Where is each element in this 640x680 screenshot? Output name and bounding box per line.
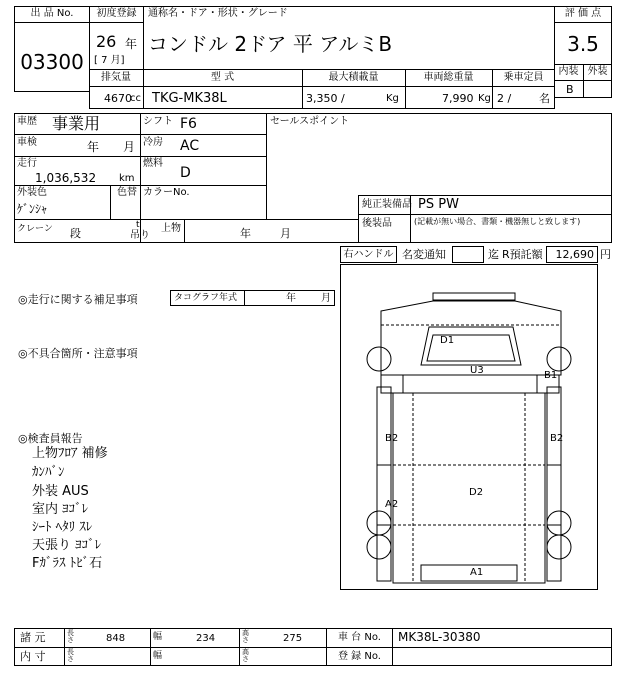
equipment-label: 純正装備品 <box>362 199 412 210</box>
fuel-value: D <box>180 165 191 181</box>
displacement-unit: cc <box>130 93 141 104</box>
first-reg-label: 初度登録 <box>96 8 137 19</box>
displacement-value: 4670 <box>104 92 132 105</box>
interior-grade-label: 内装 <box>558 66 579 77</box>
max-load-unit: Kg <box>386 93 399 104</box>
truck-diagram <box>340 264 598 590</box>
capacity-value: 2 / <box>497 92 512 105</box>
report-line: 上物ﾌﾛｱ 補修 <box>32 446 108 461</box>
lot-label: 出 品 No. <box>30 8 74 19</box>
max-load-value: 3,350 / <box>306 92 345 105</box>
gross-weight-label: 車両総重量 <box>423 72 474 83</box>
model-value: TKG-MK38L <box>152 91 227 106</box>
width-value: 234 <box>196 633 216 644</box>
height-label: 高さ <box>242 629 249 645</box>
capacity-unit: 名 <box>539 92 550 105</box>
displacement-label: 排気量 <box>101 72 131 83</box>
interior-width-label: 幅 <box>153 651 163 661</box>
body-year: 年 <box>240 227 251 240</box>
damage-mark: B2 <box>550 433 564 444</box>
inspection-label: 車検 <box>17 137 37 148</box>
running-remarks-title: ◎走行に関する補足事項 <box>18 293 138 306</box>
first-reg-year: 26 <box>96 32 117 51</box>
report-line: Fｶﾞﾗｽ ﾄﾋﾞ石 <box>32 556 103 571</box>
lot-number: 03300 <box>20 50 84 74</box>
report-line: ｼｰﾄ ﾍﾀﾘ ｽﾚ <box>32 520 93 535</box>
inspection-month: 月 <box>123 140 136 154</box>
shift-value: F6 <box>180 116 197 132</box>
car-name: コンドル 2ドア 平 アルミB <box>148 32 393 56</box>
report-line: 天張り ﾖｺﾞﾚ <box>32 538 102 553</box>
exterior-grade-label: 外装 <box>587 66 608 77</box>
ext-color-label: 外装色 <box>17 187 47 198</box>
recycle-unit: 円 <box>600 248 611 261</box>
tacho-month: 月 <box>321 293 331 304</box>
dims-label: 諸 元 <box>20 631 46 644</box>
inspection-year: 年 <box>87 140 100 154</box>
crane-label: クレーン <box>17 224 53 234</box>
damage-mark: D1 <box>440 335 455 346</box>
grade-label: 評 価 点 <box>564 8 602 19</box>
sales-point-label: セールスポイント <box>270 116 350 127</box>
damage-mark: D2 <box>469 487 484 498</box>
report-line: 外装 AUS <box>32 484 89 499</box>
mileage-label: 走行 <box>17 158 37 169</box>
body-label: 上物 <box>161 223 181 234</box>
crane-ton: t <box>136 220 140 230</box>
length-value: 848 <box>106 633 126 644</box>
truck-outline <box>341 265 599 591</box>
defects-title: ◎不具合箇所・注意事項 <box>18 347 138 360</box>
car-name-label: 通称名・ドア・形状・グレード <box>148 8 288 19</box>
mileage-value: 1,036,532 <box>35 171 97 185</box>
report-line: ｶﾝﾊﾞﾝ <box>32 465 65 480</box>
crane-stage: 段 <box>70 227 81 240</box>
shift-label: シフト <box>143 116 173 127</box>
interior-grade: B <box>566 83 574 96</box>
mileage-unit: km <box>119 173 135 184</box>
gross-weight-value: 7,990 <box>442 92 474 105</box>
damage-mark: A1 <box>470 567 484 578</box>
history-label: 車歴 <box>17 116 37 127</box>
ownership-notice-box <box>452 246 484 263</box>
equipment-value: PS PW <box>418 197 459 212</box>
body-month: 月 <box>280 227 291 240</box>
tacho-year: 年 <box>286 293 296 304</box>
damage-mark: A2 <box>385 499 399 510</box>
max-load-label: 最大積載量 <box>328 72 379 83</box>
chassis-label: 車 台 No. <box>338 632 381 643</box>
color-change-label: 色替 <box>117 187 137 198</box>
gross-weight-unit: Kg <box>478 93 491 104</box>
registration-label: 登 録 No. <box>338 651 381 662</box>
deposit-mark: 迄 <box>488 248 499 261</box>
damage-mark: B1 <box>544 370 558 381</box>
interior-height-label: 高さ <box>242 648 249 664</box>
inspector-report-title: ◎検査員報告 <box>18 432 83 445</box>
chassis-value: MK38L-30380 <box>398 630 481 644</box>
height-value: 275 <box>283 633 303 644</box>
aftermarket-label: 後装品 <box>362 218 392 229</box>
first-reg-month: [ 7 月] <box>94 55 125 66</box>
report-line: 室内 ﾖｺﾞﾚ <box>32 502 89 517</box>
first-reg-year-unit: 年 <box>125 37 138 51</box>
overall-grade: 3.5 <box>567 32 599 56</box>
length-label: 長さ <box>67 629 74 645</box>
damage-mark: U3 <box>470 365 484 376</box>
interior-dims-label: 内 寸 <box>20 650 46 663</box>
fuel-label: 燃料 <box>143 158 163 169</box>
history-value: 事業用 <box>52 114 101 133</box>
recycle-amount: 12,690 <box>555 248 594 261</box>
recycle-label: R預託額 <box>502 248 543 261</box>
rhd-label: 右ハンドル <box>343 249 394 260</box>
capacity-label: 乗車定員 <box>503 72 544 83</box>
interior-length-label: 長さ <box>67 648 74 664</box>
ac-value: AC <box>180 138 200 154</box>
damage-mark: B2 <box>385 433 399 444</box>
crane-lift: 吊り <box>130 230 150 241</box>
aftermarket-note: (記載が無い場合、書類・機器無しと致します) <box>414 217 581 226</box>
model-label: 型 式 <box>210 72 235 83</box>
tacho-label: タコグラフ年式 <box>174 293 238 303</box>
ac-label: 冷房 <box>143 137 163 148</box>
width-label: 幅 <box>153 632 163 642</box>
ownership-notice-label: 名変通知 <box>402 248 446 261</box>
ext-color-value: ｹﾞﾝｼｬ <box>17 202 48 216</box>
color-no-label: カラーNo. <box>143 187 190 198</box>
